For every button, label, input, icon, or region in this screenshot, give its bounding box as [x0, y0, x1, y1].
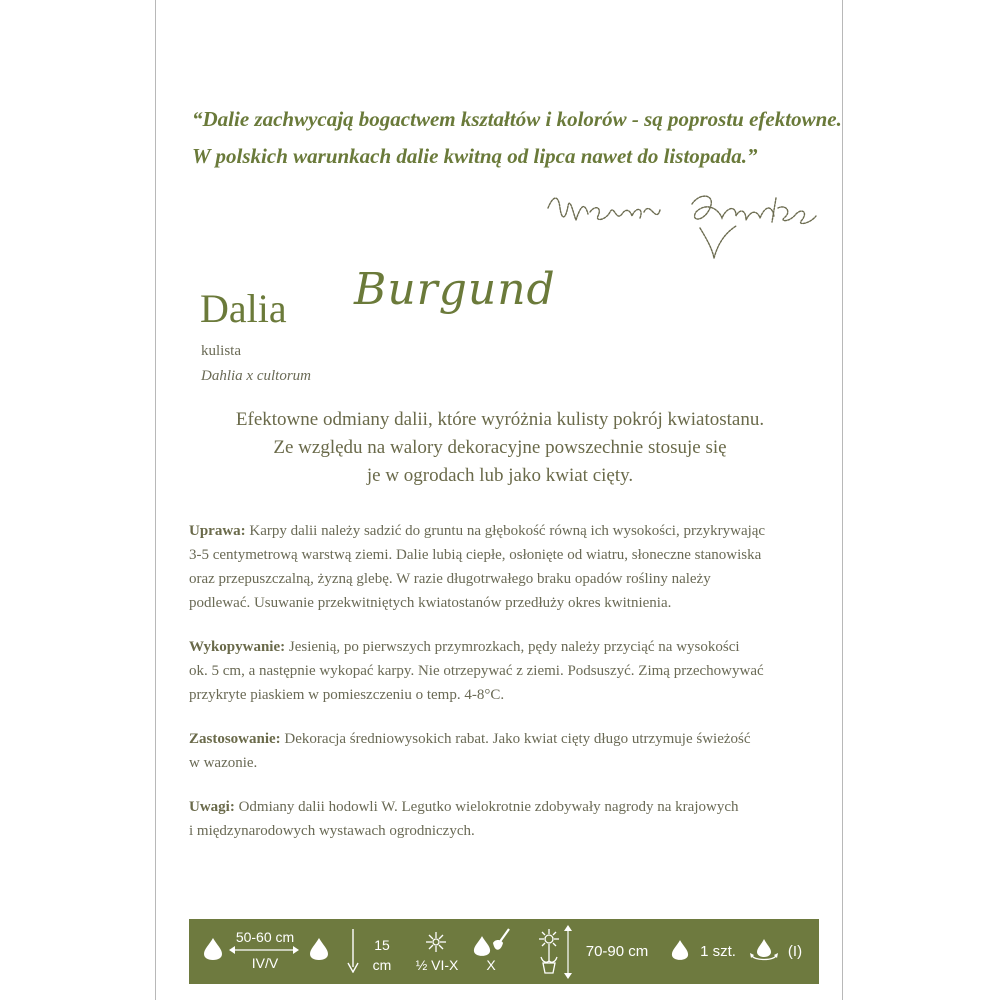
lead-description	[160, 406, 840, 490]
spacing-value: 50-60 cm	[235, 929, 295, 945]
flowering-period: ½ VI-X	[415, 957, 459, 973]
section-label: Zastosowanie:	[189, 731, 281, 747]
tuber-grade: (I)	[787, 943, 803, 960]
section-text: oraz przepuszczalną, żyzną glebę. W razie długotrwałego braku opadów rośliny należy	[189, 571, 711, 587]
planting-months: IV/V	[251, 955, 279, 971]
section-label: Uprawa:	[189, 523, 246, 539]
product-name: Dalia	[200, 286, 287, 331]
section-uprawa	[189, 519, 829, 615]
depth-unit: cm	[372, 957, 392, 973]
section-text: podlewać. Usuwanie przekwitniętych kwiatostanów przedłuży okres kwitnienia.	[189, 595, 672, 611]
depth-arrow-icon	[347, 929, 359, 973]
section-text: 3-5 centymetrową warstwą ziemi. Dalie lubią ciepłe, osłonięte od wiatru, słoneczne stanowiska	[189, 547, 762, 563]
height-arrow-icon	[563, 925, 573, 979]
depth-value: 15	[374, 937, 390, 953]
section-text: ok. 5 cm, a następnie wykopać karpy. Nie otrzepywać z ziemi. Podsuszyć. Zimą przechowywać	[189, 663, 764, 679]
seed-drop-icon	[309, 937, 329, 961]
section-text: w wazonie.	[189, 755, 258, 771]
quantity: 1 szt.	[700, 943, 736, 960]
section-text: Karpy dalii należy sadzić do gruntu na głębokość równą ich wysokości, przykrywając	[245, 523, 766, 539]
section-label: Uwagi:	[189, 799, 235, 815]
section-text: Dekoracja średniowysokich rabat. Jako kwiat cięty długo utrzymuje świeżość	[280, 731, 751, 747]
quote	[192, 101, 842, 175]
section-zastosowanie	[189, 727, 829, 775]
plant-height: 70-90 cm	[585, 943, 649, 960]
section-label: Wykopywanie:	[189, 639, 286, 655]
signature	[540, 178, 830, 268]
tuber-size-icon	[749, 937, 779, 963]
section-text: przykryte piaskiem w pomieszczeniu o temp. 4-8°C.	[189, 687, 505, 703]
product-type: kulista	[201, 343, 241, 359]
lead-line-1: Efektowne odmiany dalii, które wyróżnia kulisty pokrój kwiatostanu.	[235, 409, 765, 430]
quote-line-1: “Dalie zachwycają bogactwem kształtów i kolorów - są poprostu efektowne.	[192, 107, 842, 131]
lead-line-2: Ze względu na walory dekoracyjne powszechnie stosuje się	[273, 437, 727, 458]
seed-drop-icon	[473, 935, 491, 957]
latin-name: Dahlia x cultorum	[201, 368, 311, 384]
lead-line-3: je w ogrodach lub jako kwiat cięty.	[366, 465, 634, 486]
spacing-arrow-icon	[229, 945, 299, 955]
variety-name: Burgund	[354, 264, 556, 315]
flower-icon	[425, 931, 447, 953]
section-text: i międzynarodowych wystawach ogrodniczych.	[189, 823, 475, 839]
section-uwagi	[189, 795, 829, 843]
section-text: Odmiany dalii hodowli W. Legutko wielokrotnie zdobywały nagrody na krajowych	[234, 799, 739, 815]
section-wykopywanie	[189, 635, 829, 707]
seed-drop-icon	[203, 937, 223, 961]
info-bar	[189, 919, 819, 984]
plant-height-icon	[535, 927, 563, 975]
digging-month: X	[486, 957, 496, 973]
shovel-icon	[491, 927, 511, 955]
seed-drop-icon	[671, 939, 689, 961]
section-text: Jesienią, po pierwszych przymrozkach, pędy należy przyciąć na wysokości	[285, 639, 740, 655]
quote-line-2: W polskich warunkach dalie kwitną od lipca nawet do listopada.”	[192, 144, 758, 168]
